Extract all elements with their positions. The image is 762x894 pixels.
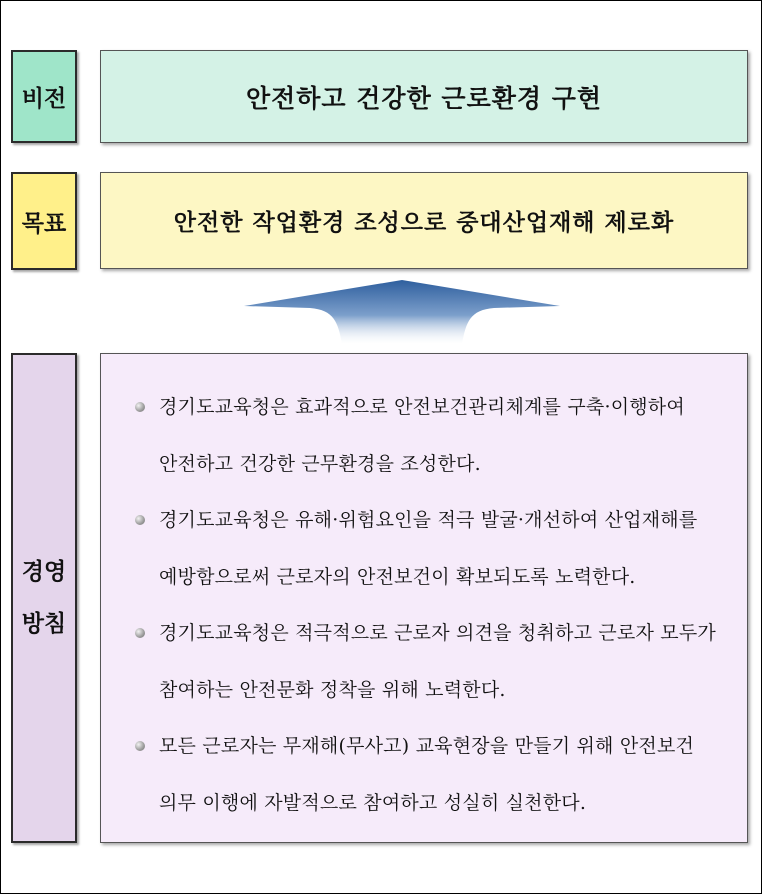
policy-box <box>100 353 748 843</box>
policy-label <box>11 353 77 843</box>
policy-item-line2: 참여하는 안전문화 정착을 위해 노력한다. <box>159 679 506 701</box>
policy-item-line1: 경기도교육청은 적극적으로 근로자 의견을 청취하고 근로자 모두가 <box>159 622 716 644</box>
vision-box <box>100 50 748 143</box>
policy-label-line1: 경영 <box>21 559 67 585</box>
policy-item-line2: 안전하고 건강한 근무환경을 조성한다. <box>159 453 481 475</box>
policy-label-line2: 방침 <box>21 611 67 637</box>
goal-label-text: 목표 <box>21 210 67 237</box>
policy-item-line1: 모든 근로자는 무재해(무사고) 교육현장을 만들기 위해 안전보건 <box>159 735 695 757</box>
vision-label-text: 비전 <box>21 86 67 112</box>
policy-item-line2: 예방함으로써 근로자의 안전보건이 확보되도록 노력한다. <box>159 566 636 588</box>
bullet-icon <box>135 515 145 525</box>
up-arrow-icon <box>244 278 560 344</box>
bullet-icon <box>135 402 145 412</box>
policy-item-line1: 경기도교육청은 유해·위험요인을 적극 발굴·개선하여 산업재해를 <box>159 509 698 531</box>
vision-label <box>11 50 77 143</box>
vision-text: 안전하고 건강한 근로환경 구현 <box>245 83 603 113</box>
bullet-icon <box>135 628 145 638</box>
policy-item-line1: 경기도교육청은 효과적으로 안전보건관리체계를 구축·이행하여 <box>159 396 685 418</box>
policy-item-line2: 의무 이행에 자발적으로 참여하고 성실히 실천한다. <box>159 792 587 814</box>
goal-text: 안전한 작업환경 조성으로 중대산업재해 제로화 <box>173 210 675 236</box>
goal-box <box>100 172 748 269</box>
goal-label <box>11 172 77 270</box>
bullet-icon <box>135 741 145 751</box>
